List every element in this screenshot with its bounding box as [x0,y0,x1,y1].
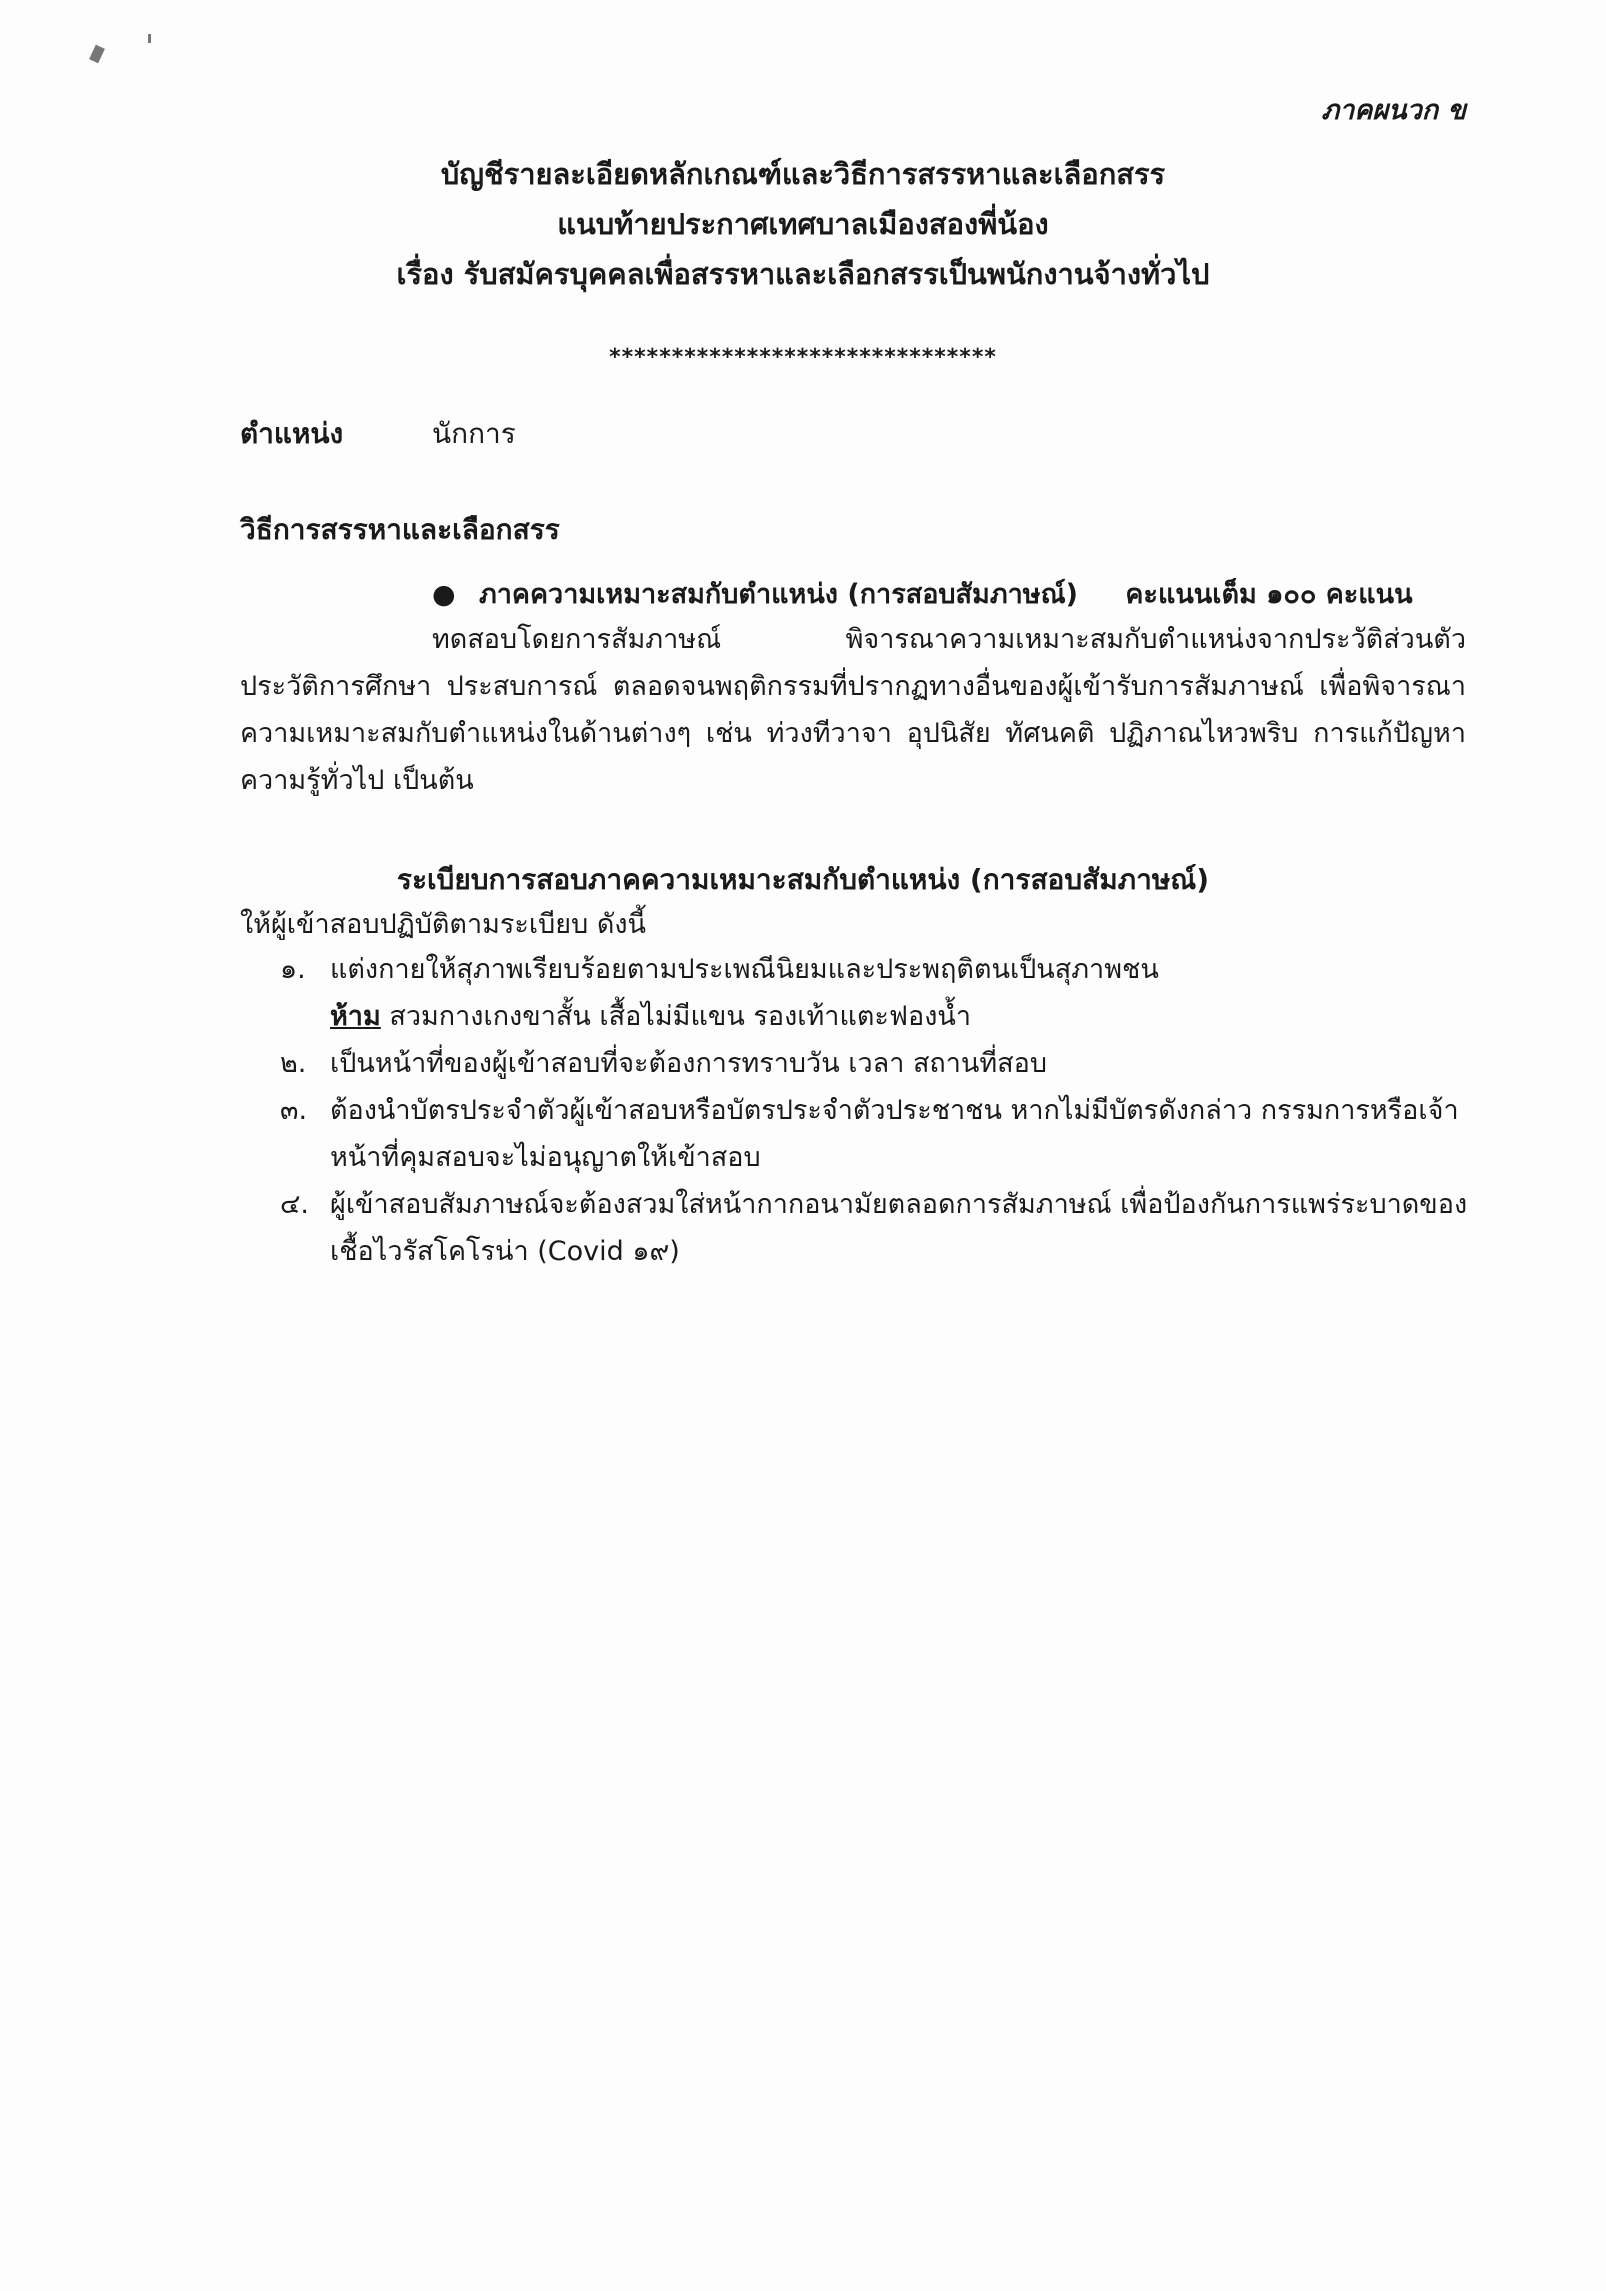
title-line-2: แนบท้ายประกาศเทศบาลเมืองสองพี่น้อง [557,207,1049,241]
method-score: คะแนนเต็ม ๑๐๐ คะแนน [1125,579,1413,610]
rule-text: แต่งกายให้สุภาพเรียบร้อยตามประเพณีนิยมและประพฤติตนเป็นสุภาพชน [330,954,1159,985]
position-label: ตำแหน่ง [240,417,344,450]
rule-number: ๓. [280,1095,308,1126]
separator: ******************************* [609,345,997,370]
forbid-label: ห้าม [330,1001,381,1032]
rule-item [280,946,1480,1040]
rule-forbid [330,993,1480,1040]
method-bullet [432,572,1413,615]
title-line-3: เรื่อง รับสมัครบุคคลเพื่อสรรหาและเลือกสรรเป็นพนักงานจ้างทั่วไป [396,257,1210,291]
rule-item [280,1181,1480,1275]
title-line-1: บัญชีรายละเอียดหลักเกณฑ์และวิธีการสรรหาและเลือกสรร [440,157,1166,191]
rule-text: เป็นหน้าที่ของผู้เข้าสอบที่จะต้องการทราบวัน เวลา สถานที่สอบ [330,1048,1048,1079]
method-description: ทดสอบโดยการสัมภาษณ์ พิจารณาความเหมาะสมกับตำแหน่งจากประวัติส่วนตัว ประวัติการศึกษา ประสบการณ์ ตลอดจนพฤติกรรมที่ปรากฏทางอื่นของผู้เข้ารับการสัมภาษณ์ เพื่อพิจารณาความเหมาะสมกับตำแหน่งในด้านต่างๆ เช่น ท่วงทีวาจา อุปนิสัย ทัศนคติ ปฏิภาณไหวพริบ การแก้ปัญหา ความรู้ทั่วไป เป็นต้น [240,624,1466,796]
forbid-text: สวมกางเกงขาสั้น เสื้อไม่มีแขน รองเท้าแตะฟองน้ำ [380,1001,972,1032]
rule-text: ผู้เข้าสอบสัมภาษณ์จะต้องสวมใส่หน้ากากอนามัยตลอดการสัมภาษณ์ เพื่อป้องกันการแพร่ระบาดของเชื้อไวรัสโคโรน่า (Covid ๑๙) [330,1189,1468,1267]
rule-text: ต้องนำบัตรประจำตัวผู้เข้าสอบหรือบัตรประจำตัวประชาชน หากไม่มีบัตรดังกล่าว กรรมการหรือเจ้าหน้าที่คุมสอบจะไม่อนุญาตให้เข้าสอบ [330,1095,1459,1173]
scan-speck [89,45,105,64]
rule-number: ๒. [280,1048,307,1079]
rule-item [280,1087,1480,1181]
method-bullet-label: ภาคความเหมาะสมกับตำแหน่ง (การสอบสัมภาษณ์) [478,579,1078,610]
rule-item [280,1040,1480,1087]
appendix-label: ภาคผนวก ข [1321,95,1466,126]
rules-intro: ให้ผู้เข้าสอบปฏิบัติตามระเบียบ ดังนี้ [240,909,647,940]
rule-number: ๑. [280,954,306,985]
position-value: นักการ [432,417,516,450]
scan-speck [148,34,151,43]
bullet-icon: ● [432,579,456,610]
rules-heading: ระเบียบการสอบภาคความเหมาะสมกับตำแหน่ง (การสอบสัมภาษณ์) [396,863,1210,896]
rules-list [280,946,1480,1275]
rule-number: ๔. [280,1189,310,1220]
method-heading: วิธีการสรรหาและเลือกสรร [240,513,560,546]
